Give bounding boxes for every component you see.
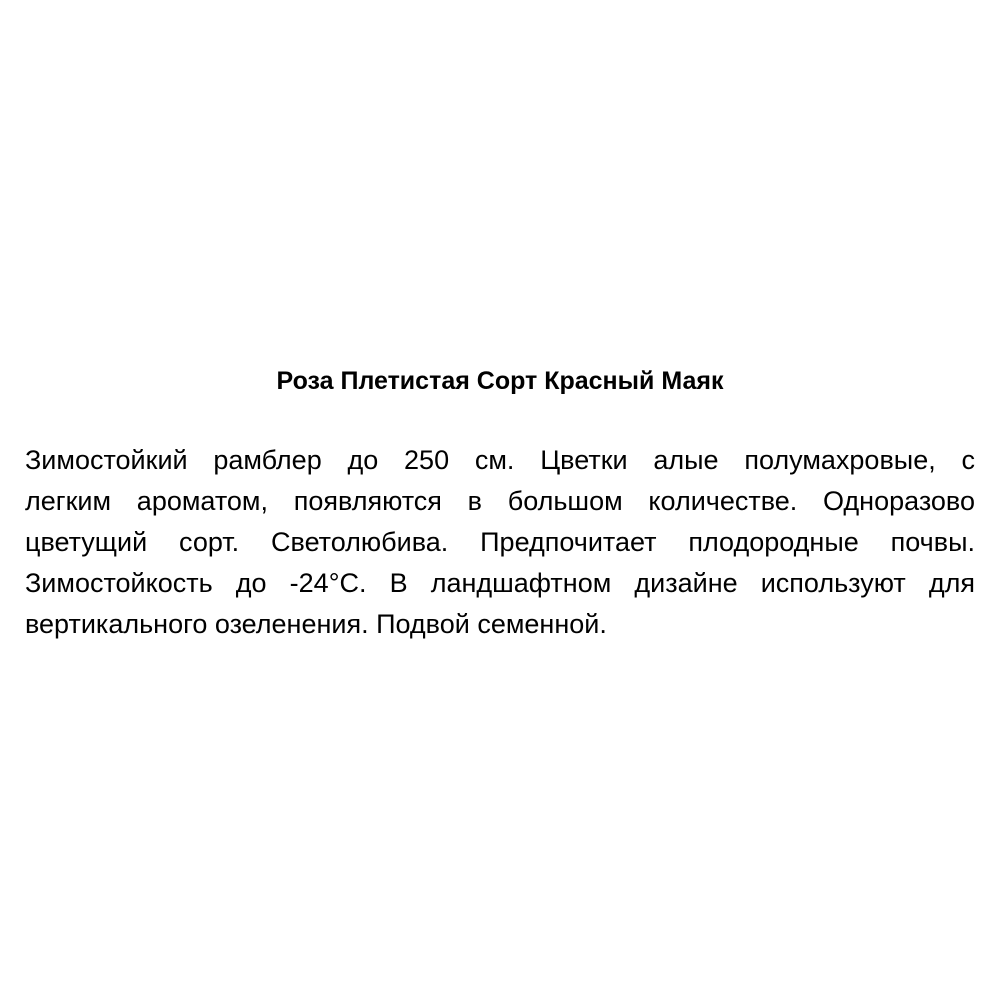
product-description: [25, 440, 975, 645]
description-line-5: вертикального озеленения. Подвой семенной.: [25, 609, 607, 639]
description-line-1: Зимостойкий рамблер до 250 см. Цветки алые полумахровые, с: [25, 445, 975, 475]
product-title: Роза Плетистая Сорт Красный Маяк: [276, 367, 724, 395]
description-line-3: цветущий сорт. Светолюбива. Предпочитает плодородные почвы.: [25, 527, 975, 557]
description-line-4: Зимостойкость до -24°С. В ландшафтном дизайне используют для: [25, 568, 975, 598]
description-line-2: легким ароматом, появляются в большом количестве. Одноразово: [25, 486, 975, 516]
